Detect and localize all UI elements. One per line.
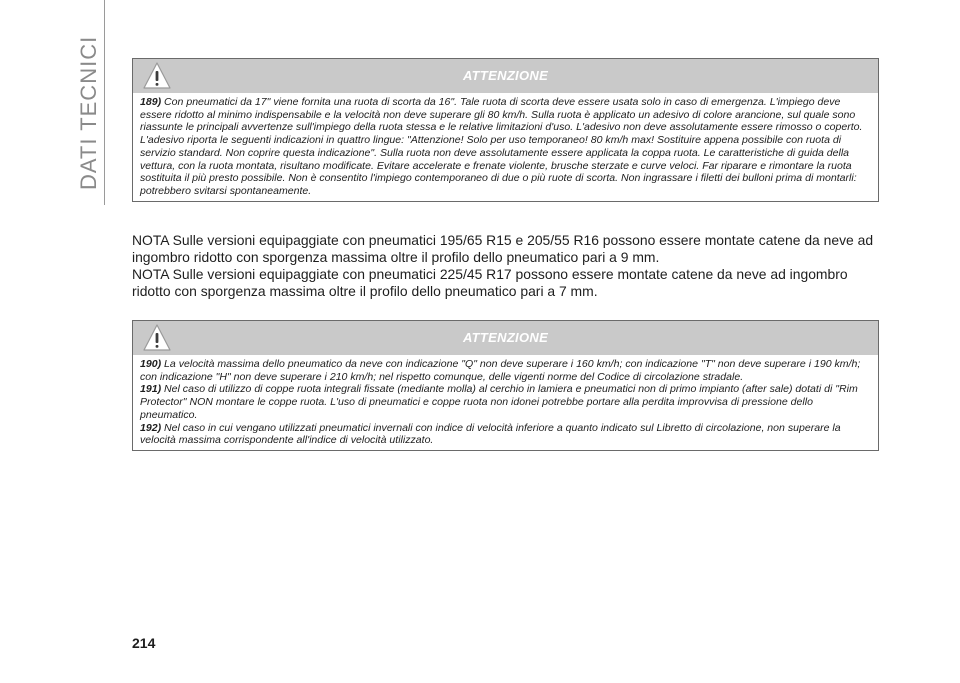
note-paragraph-1: NOTA Sulle versioni equipaggiate con pneumatici 195/65 R15 e 205/55 R16 possono essere montate catene da neve ad ingombro ridotto con sporgenza massima oltre il profilo dello pneumatico pari a 9 mm. bbox=[132, 232, 874, 265]
warning-body-2 bbox=[133, 355, 878, 450]
warning-text: Con pneumatici da 17" viene fornita una ruota di scorta da 16". Tale ruota di scorta deve essere usata solo in caso di emergenza. L'impiego deve essere ridotto al minimo indispensabile e la velocità non deve superare gli 80 km/h. Sulla ruota è applicato un adesivo di colore arancione, sul quale sono riassunte le principali avvertenze sull'impiego della ruota stessa e le relative limitazioni d'uso. L'adesivo non deve assolutamente essere rimosso o coperto. L'adesivo riporta le seguenti indicazioni in quattro lingue: "Attenzione! Solo per uso temporaneo! 80 km/h max! Sostituire appena possibile con ruota di servizio standard. Non coprire questa indicazione". Sulla ruota non deve assolutamente essere applicata la coppa ruota. Le caratteristiche di guida della vettura, con la ruota montata, risultano modificate. Evitare accelerate e frenate violente, brusche sterzate e curve veloci. Far riparare e rimontare la ruota sostituita il più presto possibile. Non è consentito l'impiego contemporaneo di due o più ruote di scorta. Non ingrassare i filetti dei bulloni prima di montarli: potrebbero svitarsi spontaneamente. bbox=[140, 96, 863, 197]
warning-text: La velocità massima dello pneumatico da neve con indicazione "Q" non deve superare i 160 km/h; con indicazione "T" non deve superare i 190 km/h; con indicazione "H" non deve superare i 210 km/h; nel rispetto comunque, delle vigenti norme del Codice di circolazione stradale. bbox=[140, 358, 861, 383]
note-paragraph-2: NOTA Sulle versioni equipaggiate con pneumatici 225/45 R17 possono essere montate catene da neve ad ingombro ridotto con sporgenza massima oltre il profilo dello pneumatico pari a 7 mm. bbox=[132, 266, 848, 299]
warning-paragraph bbox=[140, 358, 872, 383]
warning-paragraph bbox=[140, 422, 872, 447]
warning-number: 189) bbox=[140, 96, 162, 108]
warning-number: 190) bbox=[140, 358, 162, 370]
warning-heading-1: ATTENZIONE bbox=[462, 68, 549, 83]
warning-paragraph bbox=[140, 383, 872, 421]
notes-section bbox=[132, 232, 877, 300]
page-number: 214 bbox=[132, 635, 156, 651]
warning-text: Nel caso in cui vengano utilizzati pneumatici invernali con indice di velocità inferiore a quanto indicato sul Libretto di circolazione, non superare la velocità massima corrispondente all'indice di velocità utilizzato. bbox=[140, 421, 841, 447]
warning-body-1 bbox=[133, 93, 878, 201]
section-title: DATI TECNICI bbox=[76, 35, 101, 190]
warning-paragraph bbox=[140, 96, 872, 198]
warning-number: 192) bbox=[140, 421, 162, 434]
warning-box-1 bbox=[132, 58, 879, 202]
warning-box-2 bbox=[132, 320, 879, 451]
warning-header-2 bbox=[133, 321, 878, 355]
warning-header-1 bbox=[133, 59, 878, 93]
warning-number: 191) bbox=[140, 383, 162, 396]
section-divider bbox=[104, 0, 105, 205]
warning-text: Nel caso di utilizzo di coppe ruota integrali fissate (mediante molla) al cerchio in lamiera e pneumatici non di primo impianto (after sale) dotati di "Rim Protector" NON montare le coppe ruota. L'uso di pneumatici e coppe ruota non idonei potrebbe portare alla perdita improvvisa di pressione dello pneumatico. bbox=[140, 383, 858, 421]
warning-heading-2: ATTENZIONE bbox=[462, 330, 549, 345]
